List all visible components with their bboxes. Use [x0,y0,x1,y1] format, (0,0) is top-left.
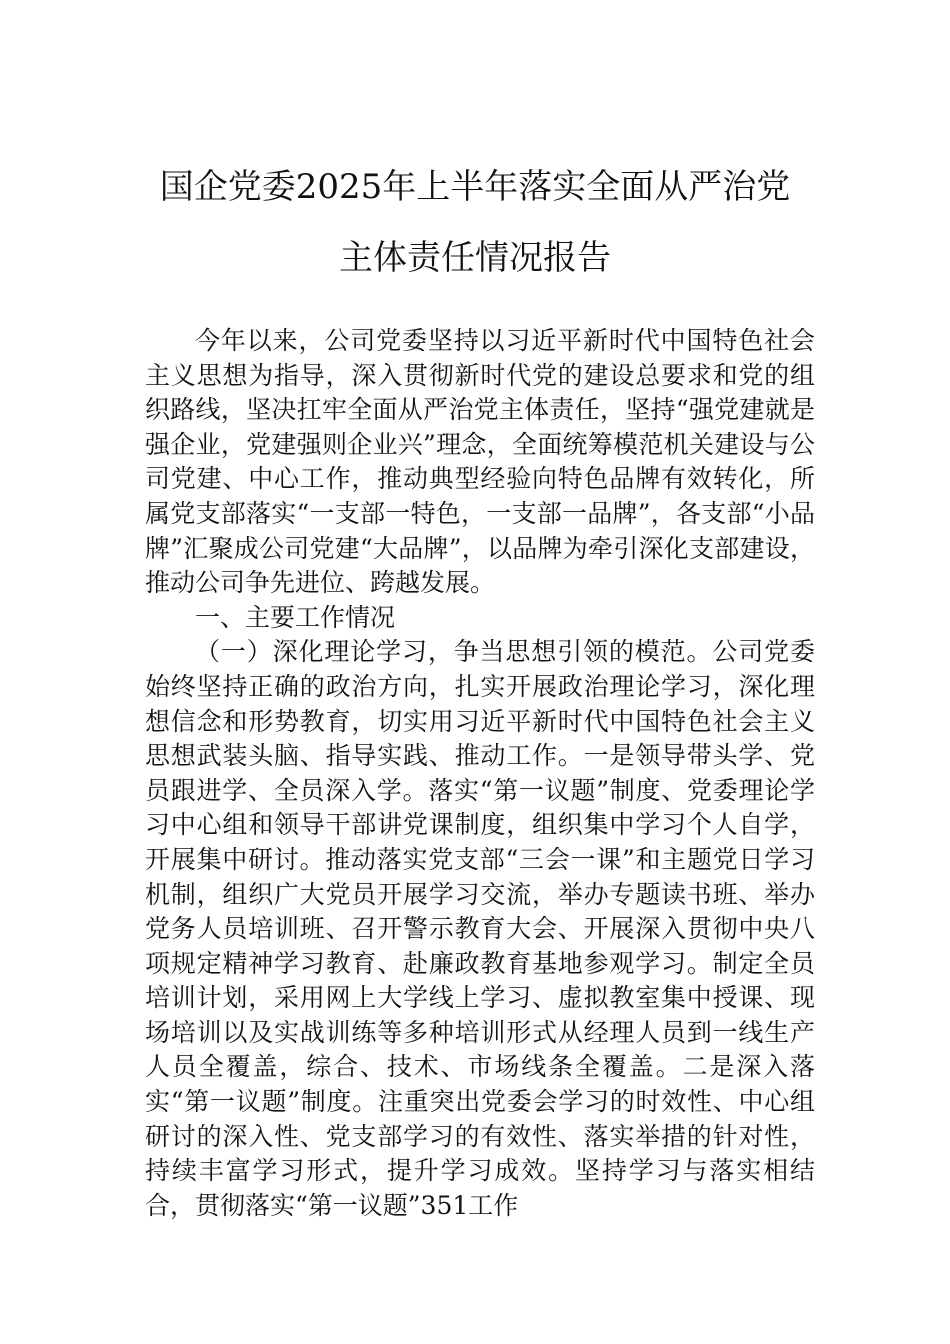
sub-section-paragraph: （一）深化理论学习，争当思想引领的模范。公司党委始终坚持正确的政治方向，扎实开展政治理论学习，深化理想信念和形势教育，切实用习近平新时代中国特色社会主义思想武装头脑、指导实践、推动工作。一是领导带头学、党员跟进学、全员深入学。落实“第一议题”制度、党委理论学习中心组和领导干部讲党课制度，组织集中学习个人自学，开展集中研讨。推动落实党支部“三会一课”和主题党日学习机制，组织广大党员开展学习交流，举办专题读书班、举办党务人员培训班、召开警示教育大会、开展深入贯彻中央八项规定精神学习教育、赴廉政教育基地参观学习。制定全员培训计划，采用网上大学线上学习、虚拟教室集中授课、现场培训以及实战训练等多种培训形式从经理人员到一线生产人员全覆盖，综合、技术、市场线条全覆盖。二是深入落实“第一议题”制度。注重突出党委会学习的时效性、中心组研讨的深入性、党支部学习的有效性、落实举措的针对性，持续丰富学习形式，提升学习成效。坚持学习与落实相结合，贯彻落实“第一议题”351工作 [145,637,815,1220]
document-title-line-2: 主体责任情况报告 [339,238,611,278]
document-body [145,324,815,1223]
intro-paragraph: 今年以来，公司党委坚持以习近平新时代中国特色社会主义思想为指导，深入贯彻新时代党的建设总要求和党的组织路线，坚决扛牢全面从严治党主体责任，坚持“强党建就是强企业，党建强则企业兴”理念，全面统筹模范机关建设与公司党建、中心工作，推动典型经验向特色品牌有效转化，所属党支部落实“一支部一特色，一支部一品牌”，各支部“小品牌”汇聚成公司党建“大品牌”，以品牌为牵引深化支部建设，推动公司争先进位、跨越发展。 [145,326,815,598]
document-title-line-1: 国企党委2025年上半年落实全面从严治党 [159,167,791,207]
section-heading: 一、主要工作情况 [195,602,396,632]
